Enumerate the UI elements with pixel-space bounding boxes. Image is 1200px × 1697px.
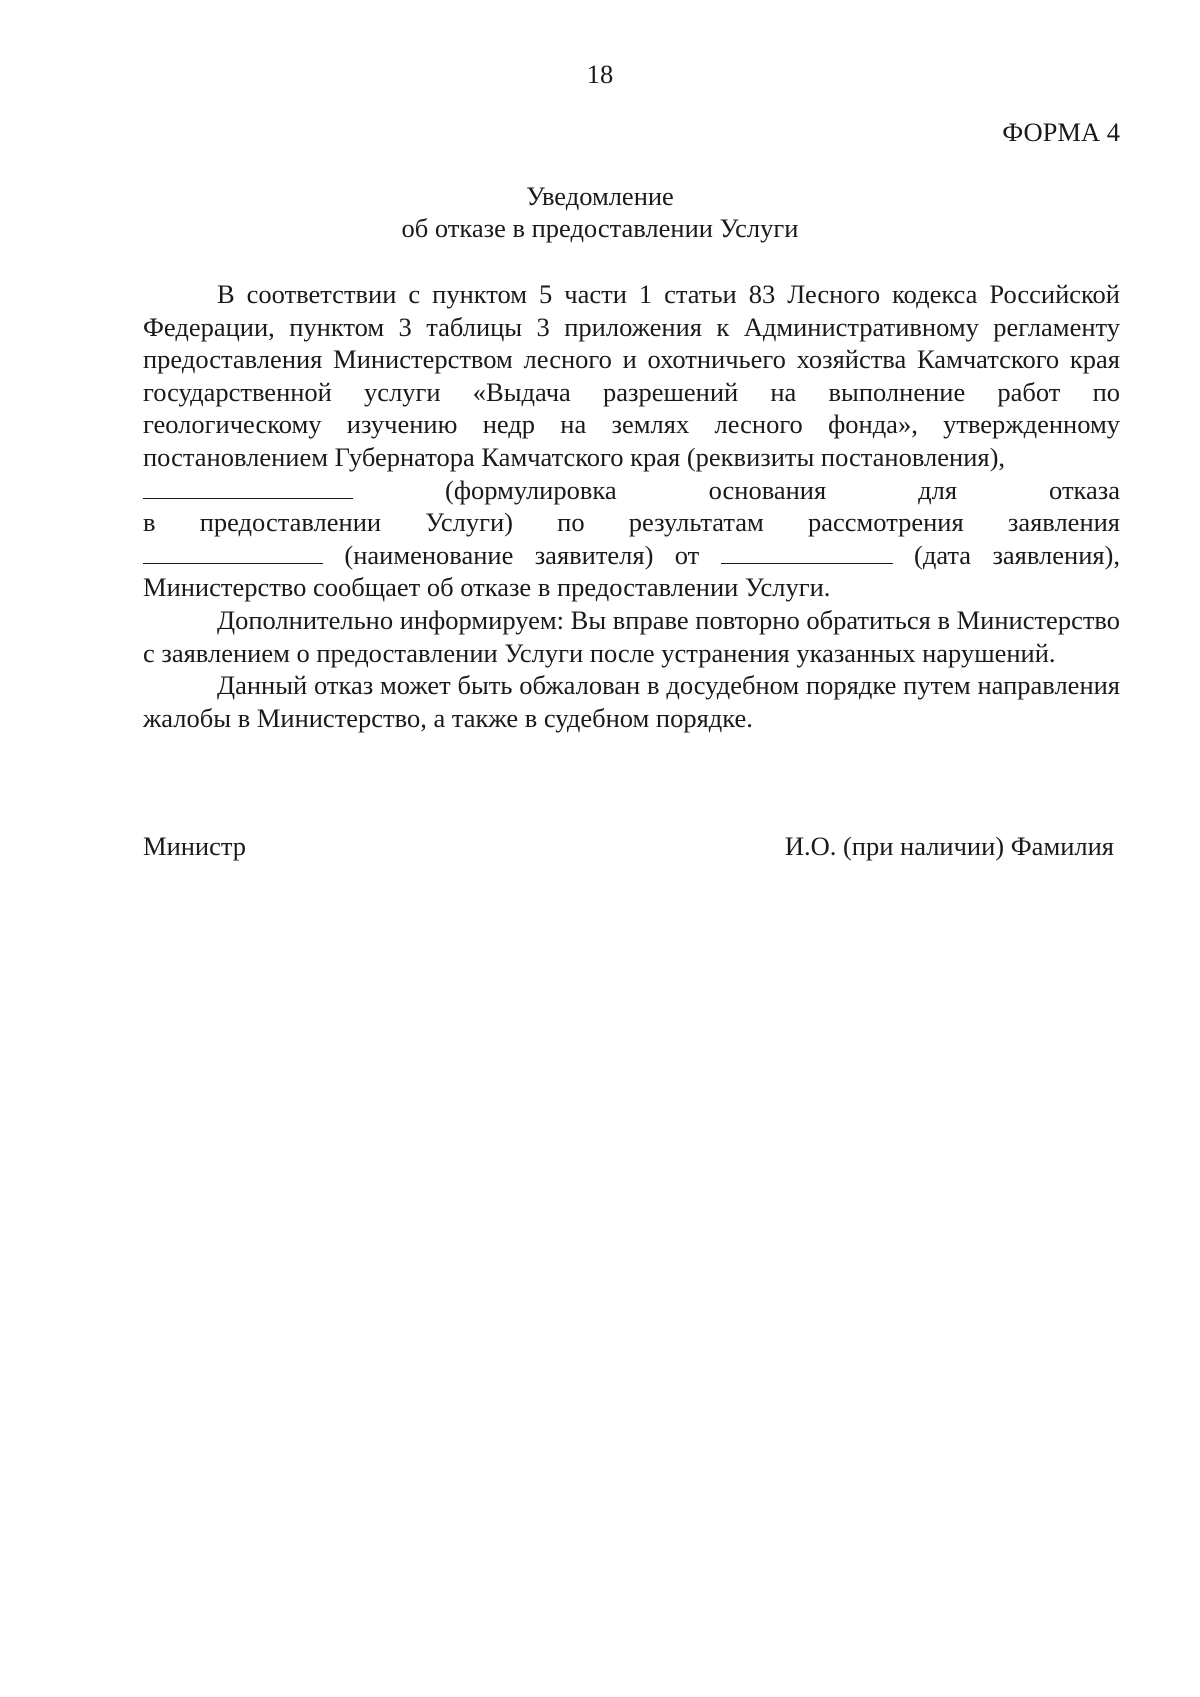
applicant-line xyxy=(143,539,1120,572)
date-blank xyxy=(721,539,893,564)
signatory-name: И.О. (при наличии) Фамилия xyxy=(784,831,1114,861)
signatory-role: Министр xyxy=(143,831,247,861)
basis-line xyxy=(143,474,1120,507)
form-label: ФОРМА 4 xyxy=(1002,117,1120,147)
basis-line-cont: в предоставлении Услуги) по результатам рассмотрения заявления xyxy=(143,507,1120,538)
title-line-1: Уведомление xyxy=(526,181,674,211)
basis-placeholder: (формулировка основания для отказа xyxy=(445,474,1121,505)
page-number: 18 xyxy=(586,59,614,89)
applicant-blank xyxy=(143,539,323,564)
title-line-2: об отказе в предоставлении Услуги xyxy=(401,213,799,243)
date-placeholder: (дата заявления), xyxy=(914,539,1121,570)
paragraph-3-text: Данный отказ может быть обжалован в досудебном порядке путем направления жалобы в Министерство, а также в судебном порядке. xyxy=(143,670,1120,733)
paragraph-2-text: Дополнительно информируем: Вы вправе повторно обратиться в Министерство с заявлением о предоставлении Услуги после устранения указанных нарушений. xyxy=(143,604,1120,668)
paragraph-legal-basis xyxy=(143,278,1120,474)
document-body xyxy=(143,278,1120,734)
document-title xyxy=(0,180,1200,244)
paragraph-1-closing: Министерство сообщает об отказе в предоставлении Услуги. xyxy=(143,572,831,603)
applicant-placeholder: (наименование заявителя) от xyxy=(344,539,700,570)
paragraph-additional-info xyxy=(143,604,1120,669)
paragraph-1-text: В соответствии с пунктом 5 части 1 статьи 83 Лесного кодекса Российской Федерации, пунктом 3 таблицы 3 приложения к Административному регламенту предоставления Министерством лесного и охотничьего хозяйства Камчатского края государственной услуги «Выдача разрешений на выполнение работ по геологическому изучению недр на землях лесного фонда», утвержденному постановлением Губернатора Камчатского края (реквизиты постановления), xyxy=(143,279,1120,472)
paragraph-appeal xyxy=(143,669,1120,734)
basis-blank xyxy=(143,474,353,499)
